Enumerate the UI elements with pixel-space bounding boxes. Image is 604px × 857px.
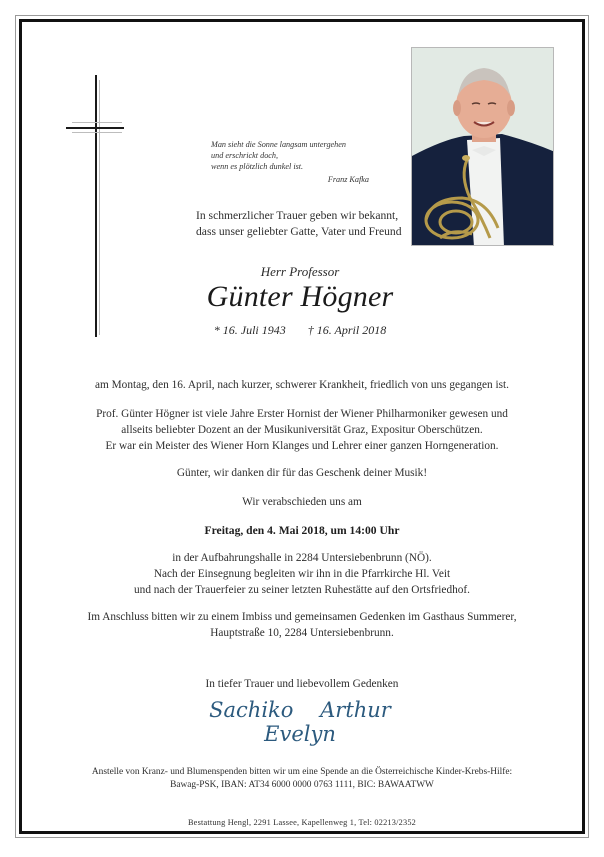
signature-sachiko: Sachiko bbox=[209, 698, 294, 722]
portrait-image bbox=[412, 48, 554, 246]
reception-line: Hauptstraße 10, 2284 Untersiebenbrunn. bbox=[210, 627, 394, 639]
birth-date: * 16. Juli 1943 bbox=[213, 323, 286, 337]
quote-author: Franz Kafka bbox=[327, 175, 369, 184]
reception-details bbox=[40, 609, 564, 641]
funeral-home-footer: Bestattung Hengl, 2291 Lassee, Kapellenweg 1, Tel: 02213/2352 bbox=[187, 818, 417, 827]
farewell-intro: Wir verabschieden uns am bbox=[242, 496, 362, 508]
deceased-name: Günter Högner bbox=[206, 280, 394, 313]
bank-details: Bawag-PSK, IBAN: AT34 6000 0000 0763 1111, BIC: BAWAATWW bbox=[170, 780, 434, 790]
signature-evelyn: Evelyn bbox=[264, 722, 336, 746]
thanks-line: Günter, wir danken dir für das Geschenk deiner Musik! bbox=[176, 467, 428, 479]
death-date: † 16. April 2018 bbox=[307, 323, 387, 337]
portrait-photo bbox=[411, 47, 554, 246]
biography bbox=[40, 406, 564, 454]
cross-horizontal-bar bbox=[66, 127, 124, 129]
ceremony-details bbox=[40, 550, 564, 598]
biography-line: Er war ein Meister des Wiener Horn Klanges und Lehrer einer ganzen Horngeneration. bbox=[105, 440, 499, 452]
cross-horizontal-shadow-top bbox=[72, 122, 122, 123]
ceremony-line: und nach der Trauerfeier zu seiner letzten Ruhestätte auf den Ortsfriedhof. bbox=[134, 584, 470, 596]
family-signatures bbox=[150, 698, 450, 746]
quote-line: und erschrickt doch, bbox=[211, 151, 279, 160]
cross-vertical-shadow bbox=[99, 80, 100, 335]
cross-horizontal-shadow-bottom bbox=[72, 132, 122, 133]
signature-arthur: Arthur bbox=[320, 698, 391, 722]
intro-line: dass unser geliebter Gatte, Vater und Freund bbox=[196, 225, 402, 238]
biography-line: Prof. Günter Högner ist viele Jahre Erster Hornist der Wiener Philharmoniker gewesen und bbox=[96, 408, 508, 420]
kafka-quote bbox=[211, 139, 371, 185]
life-dates bbox=[150, 323, 450, 338]
reception-line: Im Anschluss bitten wir zu einem Imbiss und gemeinsamen Gedenken im Gasthaus Summerer, bbox=[87, 611, 517, 623]
honorific-title: Herr Professor bbox=[260, 264, 340, 279]
cross-icon bbox=[60, 70, 130, 340]
donation-request bbox=[40, 766, 564, 792]
biography-line: allseits beliebter Dozent an der Musikuniversität Graz, Expositur Oberschützen. bbox=[121, 424, 483, 436]
passing-statement: am Montag, den 16. April, nach kurzer, schwerer Krankheit, friedlich von uns gegangen ist. bbox=[95, 379, 509, 391]
ceremony-line: Nach der Einsegnung begleiten wir ihn in die Pfarrkirche Hl. Veit bbox=[153, 568, 451, 580]
announcement-intro bbox=[196, 208, 416, 240]
quote-line: Man sieht die Sonne langsam untergehen bbox=[211, 140, 346, 149]
intro-line: In schmerzlicher Trauer geben wir bekannt, bbox=[196, 209, 399, 222]
cross-vertical-bar bbox=[95, 75, 97, 337]
ceremony-line: in der Aufbahrungshalle in 2284 Untersiebenbrunn (NÖ). bbox=[172, 552, 432, 564]
donation-line: Anstelle von Kranz- und Blumenspenden bitten wir um eine Spende an die Österreichische Kinder-Krebs-Hilfe: bbox=[91, 767, 513, 777]
quote-line: wenn es plötzlich dunkel ist. bbox=[211, 162, 304, 171]
closing-line: In tiefer Trauer und liebevollem Gedenken bbox=[205, 678, 399, 690]
farewell-date: Freitag, den 4. Mai 2018, um 14:00 Uhr bbox=[204, 524, 400, 537]
